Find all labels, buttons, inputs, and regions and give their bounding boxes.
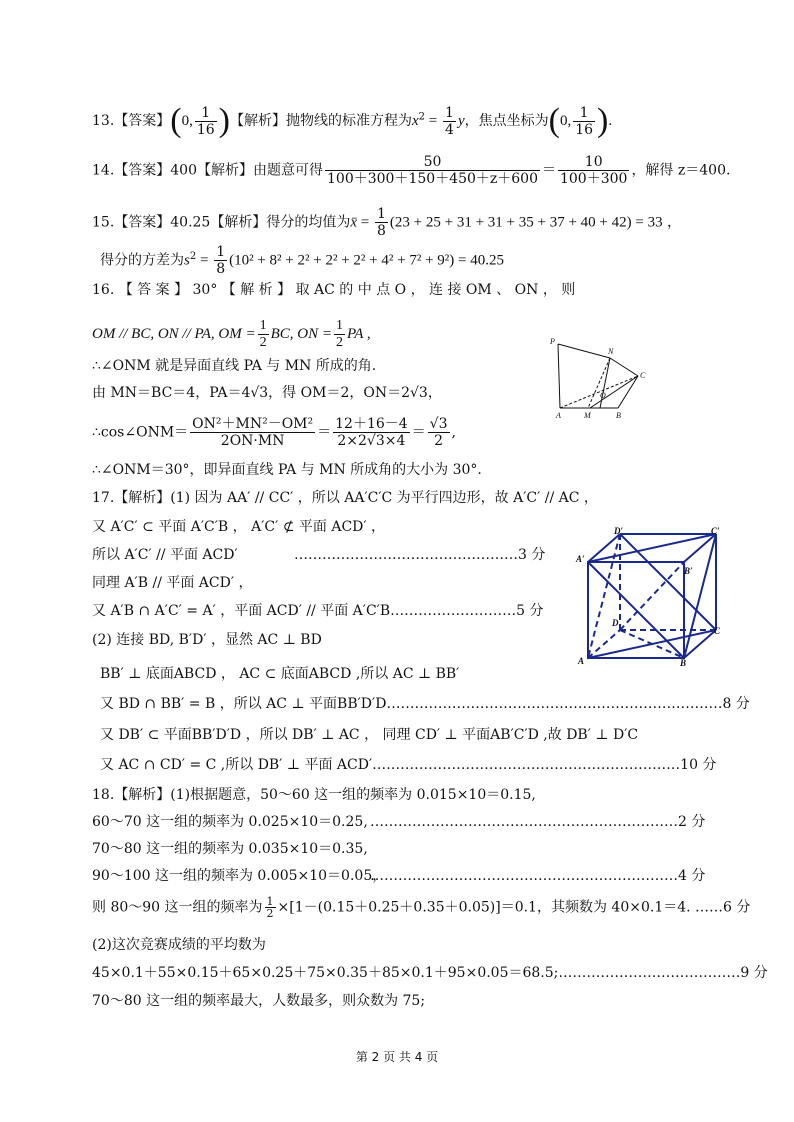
q13-lead: 13.【答案】: [92, 113, 171, 129]
q16-cos-frac2: $\frac{12+16-4}{2\times 2√3\times 4}$: [335, 416, 408, 449]
q16-frac-b: $\frac{1}{2}$: [335, 318, 343, 350]
q13-line: 13.【答案】(0, $\frac{1}{16}$ )【解析】抛物线的标准方程为$x^2$ = $\frac{1}{4}$ y，焦点坐标为(0, $\frac{1}{16}$ ).: [92, 102, 613, 139]
q16-line1: 16. 【 答 案 】 30° 【 解 析 】 取 AC 的 中 点 O ， 连 接 OM 、 ON ， 则: [92, 282, 576, 298]
page-footer: 第 2 页 共 4 页: [355, 1050, 439, 1064]
q16-cos-frac3: $\frac{√3}{2}$: [429, 416, 448, 449]
fig-label-o: O: [600, 391, 606, 400]
q17-l10: 又 AC ∩ CD′ = C ,所以 DB′ ⊥ 平面 ACD′…………………………………………………………10 分: [100, 757, 717, 773]
q17-l9: 又 DB′ ⊂ 平面BB′D′D ，所以 DB′ ⊥ AC ， 同理 CD′ ⊥ 平面AB′C′D ,故 DB′ ⊥ D′C: [100, 727, 639, 743]
q13-focus: ，焦点坐标为: [464, 113, 549, 129]
fig-label-a: A: [556, 411, 561, 420]
q13-answer-fraction: $\frac{1}{16}$: [196, 104, 215, 138]
q14-lead: 14.【答案】400【解析】由题意可得: [92, 162, 323, 179]
fig-label-c: C: [640, 371, 646, 380]
q16-cos-frac1: $\frac{\text{ON²＋MN²－OM²}}{2ON\cdot MN}$: [192, 416, 314, 449]
q16-line6: ∴∠ONM＝30°，即异面直线 PA 与 MN 所成角的大小为 30°.: [92, 462, 482, 478]
q17-l7: BB′ ⊥ 底面ABCD ， AC ⊂ 底面ABCD ,所以 AC ⊥ BB′: [100, 666, 460, 682]
cube-label-a: A: [578, 656, 585, 666]
cube-label-c: C: [714, 626, 721, 636]
q16-line4: 由 MN＝BC＝4，PA＝4√3，得 OM＝2，ON＝2√3，: [92, 385, 442, 401]
q14-line: 14.【答案】400【解析】由题意可得 $\frac{50}{100+300+150+450+z+600}$ ＝ $\frac{10}{100+300}$ ，解得 z＝400.: [92, 154, 731, 187]
q14-fraction-2: $\frac{10}{100+300}$: [559, 154, 628, 187]
q13-analysis: 【解析】抛物线的标准方程为: [230, 113, 412, 129]
cube-label-d: D: [612, 618, 619, 628]
cube-label-c1: C′: [711, 526, 720, 536]
q15-mean-expr: (23 + 25 + 31 + 31 + 35 + 37 + 40 + 42) = 33: [389, 214, 663, 231]
fig-label-p: P: [550, 337, 555, 346]
q18-l3: 70～80 这一组的频率为 0.035×10＝0.35,: [92, 841, 368, 857]
cube-label-a1: A′: [576, 554, 585, 564]
cube-label-d1: D′: [614, 526, 624, 536]
q17-cube-figure: [574, 526, 726, 670]
fig-label-n: N: [608, 347, 614, 356]
q15-lead: 15.【答案】40.25【解析】得分的均值为: [92, 214, 351, 231]
q17-l1: 17.【解析】(1) 因为 AA′ // CC′ ，所以 AA′C′C 为平行四边形，故 A′C′ // AC ，: [92, 490, 598, 506]
q18-l1: 18.【解析】(1)根据题意，50～60 这一组的频率为 0.015×10＝0.15,: [92, 787, 536, 803]
q17-l4: 同理 A′B // 平面 ACD′ ，: [92, 575, 253, 591]
fig-label-b: B: [616, 411, 621, 420]
q16-frac-a: $\frac{1}{2}$: [259, 318, 267, 350]
q14-tail: ，解得 z＝400.: [631, 162, 731, 179]
q17-l3: 所以 A′C′ // 平面 ACD′: [92, 547, 238, 563]
q18-l2: 60～70 这一组的频率为 0.025×10＝0.25,: [92, 814, 368, 830]
q15-var-lead: 得分的方差为: [100, 252, 184, 269]
cube-label-b1: B′: [684, 566, 693, 576]
q15-var-fraction: $\frac{1}{8}$: [216, 244, 226, 277]
q16-line5: ∴cos∠ONM＝ $\frac{\text{ON²＋MN²－OM²}}{2ON\cdot MN}$ ＝ $\frac{12+16-4}{2\times 2√3\times 4}$ ＝ $\frac{√3}{2}$ ,: [92, 416, 456, 449]
cube-label-b: B: [680, 658, 687, 668]
q18-half-fraction: $\frac{1}{2}$: [266, 895, 274, 920]
q13-focus-fraction: $\frac{1}{16}$: [575, 104, 594, 138]
q15-line2: 得分的方差为$s^2$ = $\frac{1}{8}$ (10² + 8² + 2² + 2² + 2² + 4² + 7² + 9²) = 40.25: [100, 244, 505, 277]
q15-mean-fraction: $\frac{1}{8}$: [376, 206, 386, 239]
fig-label-m: M: [584, 411, 591, 420]
q17-l8: 又 BD ∩ BB′ = B ，所以 AC ⊥ 平面BB′D′D………………………………………………………………8 分: [100, 696, 750, 712]
q16-line2: OM // BC, ON // PA, OM = $\frac{1}{2}$ BC, ON = $\frac{1}{2}$ PA ,: [92, 318, 371, 350]
q14-fraction-1: $\frac{50}{100+300+150+450+z+600}$: [327, 154, 538, 187]
q18-l4-score: …………………………………………………………4 分: [370, 868, 706, 884]
q18-l2-score: …………………………………………………………2 分: [370, 814, 706, 830]
q18-l8: 70～80 这一组的频率最大，人数最多，则众数为 75;: [92, 993, 426, 1009]
q17-l6: (2) 连接 BD, B′D′ ，显然 AC ⊥ BD: [92, 632, 322, 648]
q15-line1: 15.【答案】40.25【解析】得分的均值为x̄ = $\frac{1}{8}$ (23 + 25 + 31 + 31 + 35 + 37 + 40 + 42) = 33 ，: [92, 206, 682, 239]
q17-l3-score: …………………………………………3 分: [294, 547, 546, 563]
q16-tetrahedron-figure: [548, 336, 658, 420]
q15-var-expr: (10² + 8² + 2² + 2² + 2² + 4² + 7² + 9²) = 40.25: [229, 252, 505, 269]
q17-l5: 又 A′B ∩ A′C′ = A′ ，平面 ACD′ // 平面 A′C′B………………………5 分: [92, 603, 544, 619]
q16-line3: ∴∠ONM 就是异面直线 PA 与 MN 所成的角.: [92, 358, 377, 374]
q18-l7: 45×0.1＋55×0.15＋65×0.25＋75×0.35＋85×0.1＋95×0.05＝68.5;…………………………………9 分: [92, 965, 768, 981]
q13-eq-fraction: $\frac{1}{4}$: [445, 104, 454, 138]
q17-l2: 又 A′C′ ⊂ 平面 A′C′B ， A′C′ ⊄ 平面 ACD′ ，: [92, 519, 386, 535]
q18-l4: 90～100 这一组的频率为 0.005×10＝0.05，: [92, 868, 387, 884]
q18-l5: 则 80～90 这一组的频率为 $\frac{1}{2}$ ×[1－(0.15＋0.25＋0.35＋0.05)]＝0.1，其频数为 40×0.1＝4. ……6 分: [92, 895, 751, 920]
q18-l6: (2)这次竞赛成绩的平均数为: [92, 937, 266, 953]
